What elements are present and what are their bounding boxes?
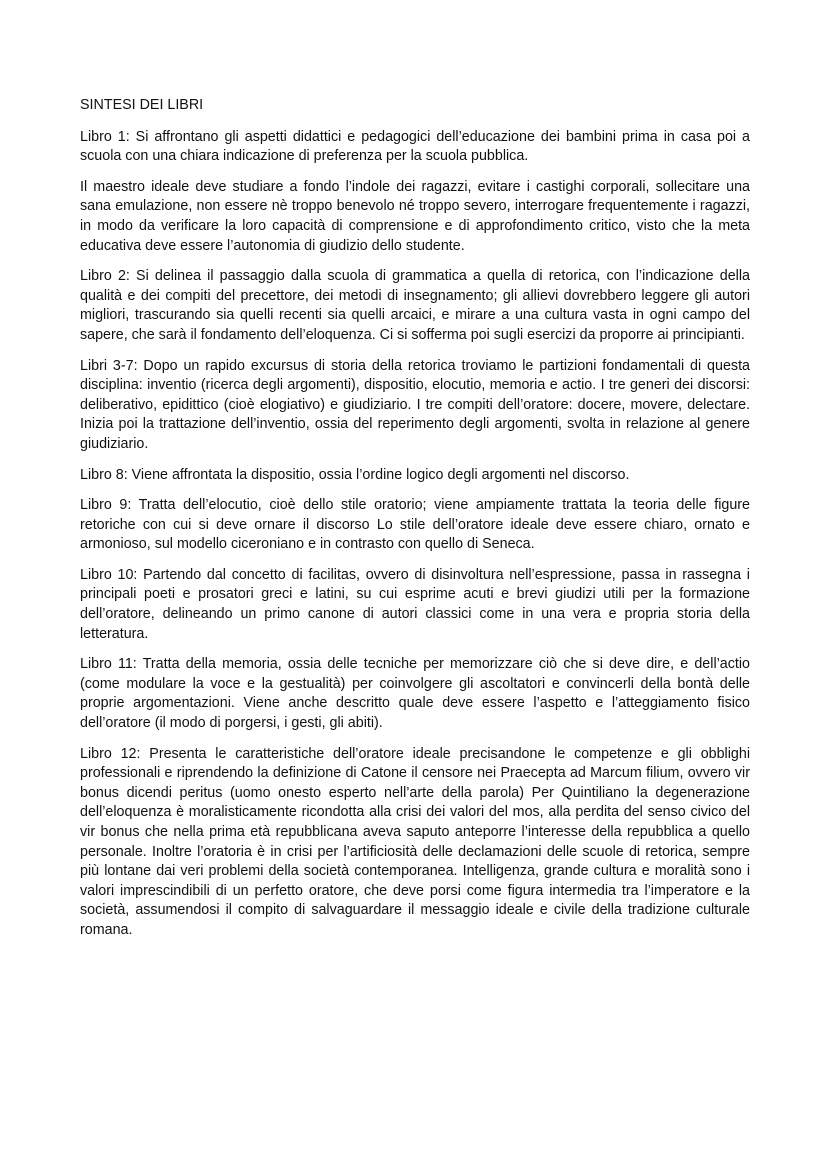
paragraph-libro-12: Libro 12: Presenta le caratteristiche dell’oratore ideale precisandone le competenze e gli obblighi professionali e riprendendo la definizione di Catone il censore nei Praecepta ad Marcum filium, ovvero vir bonus dicendi peritus (uomo onesto esperto nell’arte della parola) Per Quintiliano la degenerazione dell’eloquenza è moralisticamente ricondotta alla crisi dei valori del mos, alla perdita del senso civico del vir bonus che nella prima età repubblicana aveva saputo anteporre l’interesse della repubblica a quello personale. Inoltre l’oratoria è in crisi per l’artificiosità delle declamazioni delle scuole di retorica, sempre più lontane dai veri problemi della società contemporanea. Intelligenza, grande cultura e moralità sono i valori imprescindibili di un perfetto oratore, che deve porsi come figura intermedia tra l’imperatore e la società, assumendosi il compito di salvaguardare il messaggio ideale e civile della tradizione culturale romana. <box>80 745 750 938</box>
paragraph-libro-10: Libro 10: Partendo dal concetto di facilitas, ovvero di disinvoltura nell’espressione, passa in rassegna i principali poeti e prosatori greci e latini, su cui esprime acuti e brevi giudizi utili per la formazione dell’oratore, delineando un primo canone di autori classici come in una vera e propria storia della letteratura. <box>80 566 750 642</box>
paragraph-libro-1: Libro 1: Si affrontano gli aspetti didattici e pedagogici dell’educazione dei bambini prima in casa poi a scuola con una chiara indicazione di preferenza per la scuola pubblica. <box>80 128 750 165</box>
paragraph-libro-11: Libro 11: Tratta della memoria, ossia delle tecniche per memorizzare ciò che si deve dire, e dell’actio (come modulare la voce e la gestualità) per coinvolgere gli ascoltatori e convincerli della bontà delle proprie argomentazioni. Viene anche descritto quale deve essere l’aspetto e l’atteggiamento fisico dell’oratore (il modo di porgersi, i gesti, gli abiti). <box>80 656 750 732</box>
document-page <box>80 96 750 941</box>
paragraph-libro-8: Libro 8: Viene affrontata la dispositio, ossia l’ordine logico degli argomenti nel discorso. <box>80 466 630 483</box>
paragraph-libro-9: Libro 9: Tratta dell’elocutio, cioè dello stile oratorio; viene ampiamente trattata la teoria delle figure retoriche con cui si deve ornare il discorso Lo stile dell’oratore ideale deve essere chiaro, ornato e armonioso, sul modello ciceroniano e in contrasto con quello di Seneca. <box>80 497 750 553</box>
paragraph-libri-3-7: Libri 3-7: Dopo un rapido excursus di storia della retorica troviamo le partizioni fondamentali di questa disciplina: inventio (ricerca degli argomenti), dispositio, elocutio, memoria e actio. I tre generi dei discorsi: deliberativo, epidittico (cioè elogiativo) e giudiziario. I tre compiti dell’oratore: docere, movere, delectare. Inizia poi la trattazione dell’inventio, ossia del reperimento degli argomenti, svolta in relazione al genere giudiziario. <box>80 357 750 452</box>
paragraph-maestro-ideale: Il maestro ideale deve studiare a fondo l’indole dei ragazzi, evitare i castighi corporali, sollecitare una sana emulazione, non essere nè troppo benevolo né troppo severo, interrogare frequentemente i ragazzi, in modo da verificare la loro capacità di comprensione e di approfondimento critico, visto che la meta educativa deve essere l’autonomia di giudizio dello studente. <box>80 178 750 254</box>
paragraph-libro-2: Libro 2: Si delinea il passaggio dalla scuola di grammatica a quella di retorica, con l’indicazione della qualità e dei compiti del precettore, dei metodi di insegnamento; gli allievi dovrebbero leggere gli autori migliori, trascurando sia quelli recenti sia quelli arcaici, e mirare a una cultura vasta in ogni campo del sapere, che sarà il fondamento dell’eloquenza. Ci si sofferma poi sugli esercizi da proporre ai principianti. <box>80 268 750 343</box>
document-title: SINTESI DEI LIBRI <box>80 97 204 113</box>
